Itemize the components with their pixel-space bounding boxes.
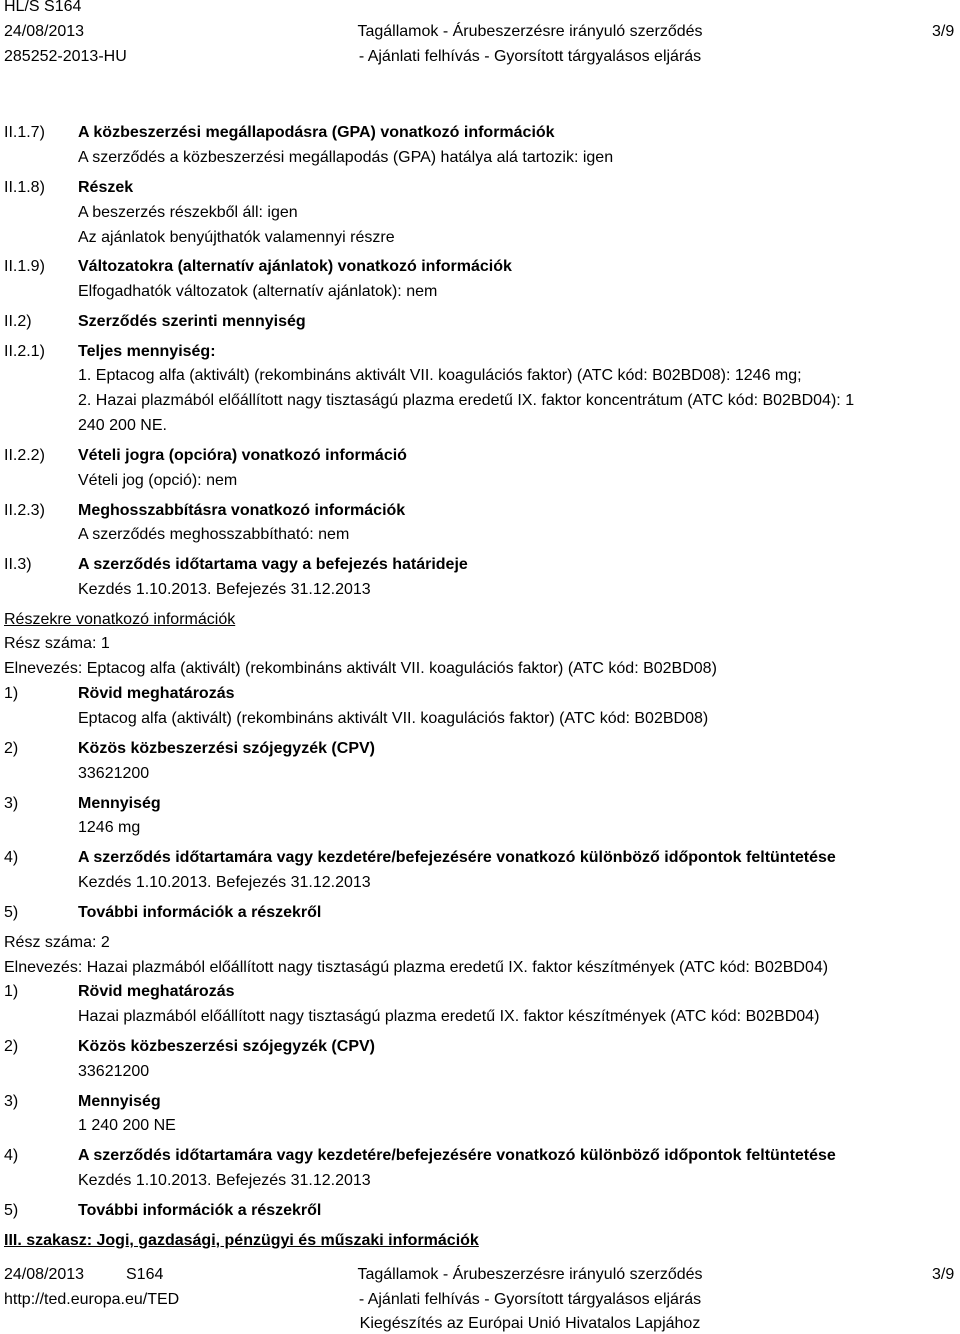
footer-url[interactable]: http://ted.europa.eu/TED [4, 1291, 180, 1308]
section-number: II.2.1) [4, 343, 45, 360]
section-line: Az ajánlatok benyújthatók valamennyi részre [78, 229, 395, 246]
item-number: 1) [4, 983, 19, 1000]
section-heading: A közbeszerzési megállapodásra (GPA) vonatkozó információk [78, 124, 555, 141]
section-line: A szerződés a közbeszerzési megállapodás (GPA) hatálya alá tartozik: igen [78, 149, 614, 166]
header-page: 3/9 [932, 23, 955, 40]
section-line: Vételi jog (opció): nem [78, 472, 238, 489]
item-number: 5) [4, 904, 19, 921]
item-heading: Közös közbeszerzési szójegyzék (CPV) [78, 1038, 375, 1055]
section-heading: Vételi jogra (opcióra) vonatkozó információ [78, 447, 407, 464]
item-heading: Rövid meghatározás [78, 983, 235, 1000]
item-number: 3) [4, 1093, 19, 1110]
item-heading: További információk a részekről [78, 1202, 322, 1219]
section-heading: Meghosszabbításra vonatkozó információk [78, 502, 406, 519]
section-heading: Változatokra (alternatív ajánlatok) vonatkozó információk [78, 258, 512, 275]
section-heading: A szerződés időtartama vagy a befejezés határideje [78, 556, 468, 573]
header-ref: 285252-2013-HU [4, 48, 127, 65]
item-value: 33621200 [78, 1063, 150, 1080]
item-number: 5) [4, 1202, 19, 1219]
item-heading: Közös közbeszerzési szójegyzék (CPV) [78, 740, 375, 757]
section-number: II.1.7) [4, 124, 45, 141]
item-number: 3) [4, 795, 19, 812]
footer-code: S164 [126, 1266, 164, 1283]
section-number: II.1.8) [4, 179, 45, 196]
item-value: Kezdés 1.10.2013. Befejezés 31.12.2013 [78, 874, 371, 891]
section-heading: Teljes mennyiség: [78, 343, 216, 360]
item-value: Kezdés 1.10.2013. Befejezés 31.12.2013 [78, 1172, 371, 1189]
header-date: 24/08/2013 [4, 23, 85, 40]
part-name: Elnevezés: Eptacog alfa (aktivált) (rekombináns aktivált VII. koagulációs faktor) (ATC kód: B02BD08) [4, 660, 717, 677]
section-line: 2. Hazai plazmából előállított nagy tisztaságú plazma eredetű IX. faktor koncentrátum (ATC kód: B02BD04): 1 [78, 392, 855, 409]
part-name: Elnevezés: Hazai plazmából előállított nagy tisztaságú plazma eredetű IX. faktor készítmények (ATC kód: B02BD04) [4, 959, 829, 976]
item-heading: További információk a részekről [78, 904, 322, 921]
item-value: 1246 mg [78, 819, 141, 836]
item-heading: A szerződés időtartamára vagy kezdetére/befejezésére vonatkozó különböző időpontok feltüntetése [78, 1147, 836, 1164]
item-value: 33621200 [78, 765, 150, 782]
section-line: Kezdés 1.10.2013. Befejezés 31.12.2013 [78, 581, 371, 598]
part-number: Rész száma: 2 [4, 934, 110, 951]
section-number: II.3) [4, 556, 32, 573]
section-iii-heading: III. szakasz: Jogi, gazdasági, pénzügyi és műszaki információk [4, 1232, 479, 1249]
item-number: 1) [4, 685, 19, 702]
item-value: Eptacog alfa (aktivált) (rekombináns aktivált VII. koagulációs faktor) (ATC kód: B02BD08) [78, 710, 709, 727]
item-value: Hazai plazmából előállított nagy tisztaságú plazma eredetű IX. faktor készítmények (ATC kód: B02BD04) [78, 1008, 820, 1025]
section-number: II.2) [4, 313, 32, 330]
section-line: 1. Eptacog alfa (aktivált) (rekombináns aktivált VII. koagulációs faktor) (ATC kód: B02BD08): 1246 mg; [78, 367, 802, 384]
item-heading: Mennyiség [78, 795, 161, 812]
item-number: 4) [4, 1147, 19, 1164]
item-number: 2) [4, 740, 19, 757]
item-heading: A szerződés időtartamára vagy kezdetére/befejezésére vonatkozó különböző időpontok feltüntetése [78, 849, 836, 866]
footer-date: 24/08/2013 [4, 1266, 85, 1283]
item-number: 4) [4, 849, 19, 866]
section-line: A szerződés meghosszabbítható: nem [78, 526, 350, 543]
section-number: II.2.3) [4, 502, 45, 519]
section-line: 240 200 NE. [78, 417, 167, 434]
doc-code: HL/S S164 [4, 0, 82, 15]
footer-title: Tagállamok - Árubeszerzésre irányuló szerződés [357, 1266, 703, 1283]
section-line: Elfogadhatók változatok (alternatív ajánlatok): nem [78, 283, 438, 300]
parts-heading: Részekre vonatkozó információk [4, 611, 236, 628]
footer-supplement: Kiegészítés az Európai Unió Hivatalos Lapjához [359, 1315, 701, 1332]
footer-page: 3/9 [932, 1266, 955, 1283]
item-heading: Rövid meghatározás [78, 685, 235, 702]
section-heading: Szerződés szerinti mennyiség [78, 313, 306, 330]
header-subtitle: - Ajánlati felhívás - Gyorsított tárgyalásos eljárás [358, 48, 702, 65]
section-heading: Részek [78, 179, 134, 196]
part-number: Rész száma: 1 [4, 635, 110, 652]
item-number: 2) [4, 1038, 19, 1055]
section-number: II.1.9) [4, 258, 45, 275]
item-heading: Mennyiség [78, 1093, 161, 1110]
section-number: II.2.2) [4, 447, 45, 464]
item-value: 1 240 200 NE [78, 1117, 176, 1134]
footer-subtitle: - Ajánlati felhívás - Gyorsított tárgyalásos eljárás [358, 1291, 702, 1308]
header-title: Tagállamok - Árubeszerzésre irányuló szerződés [357, 23, 703, 40]
section-line: A beszerzés részekből áll: igen [78, 204, 298, 221]
